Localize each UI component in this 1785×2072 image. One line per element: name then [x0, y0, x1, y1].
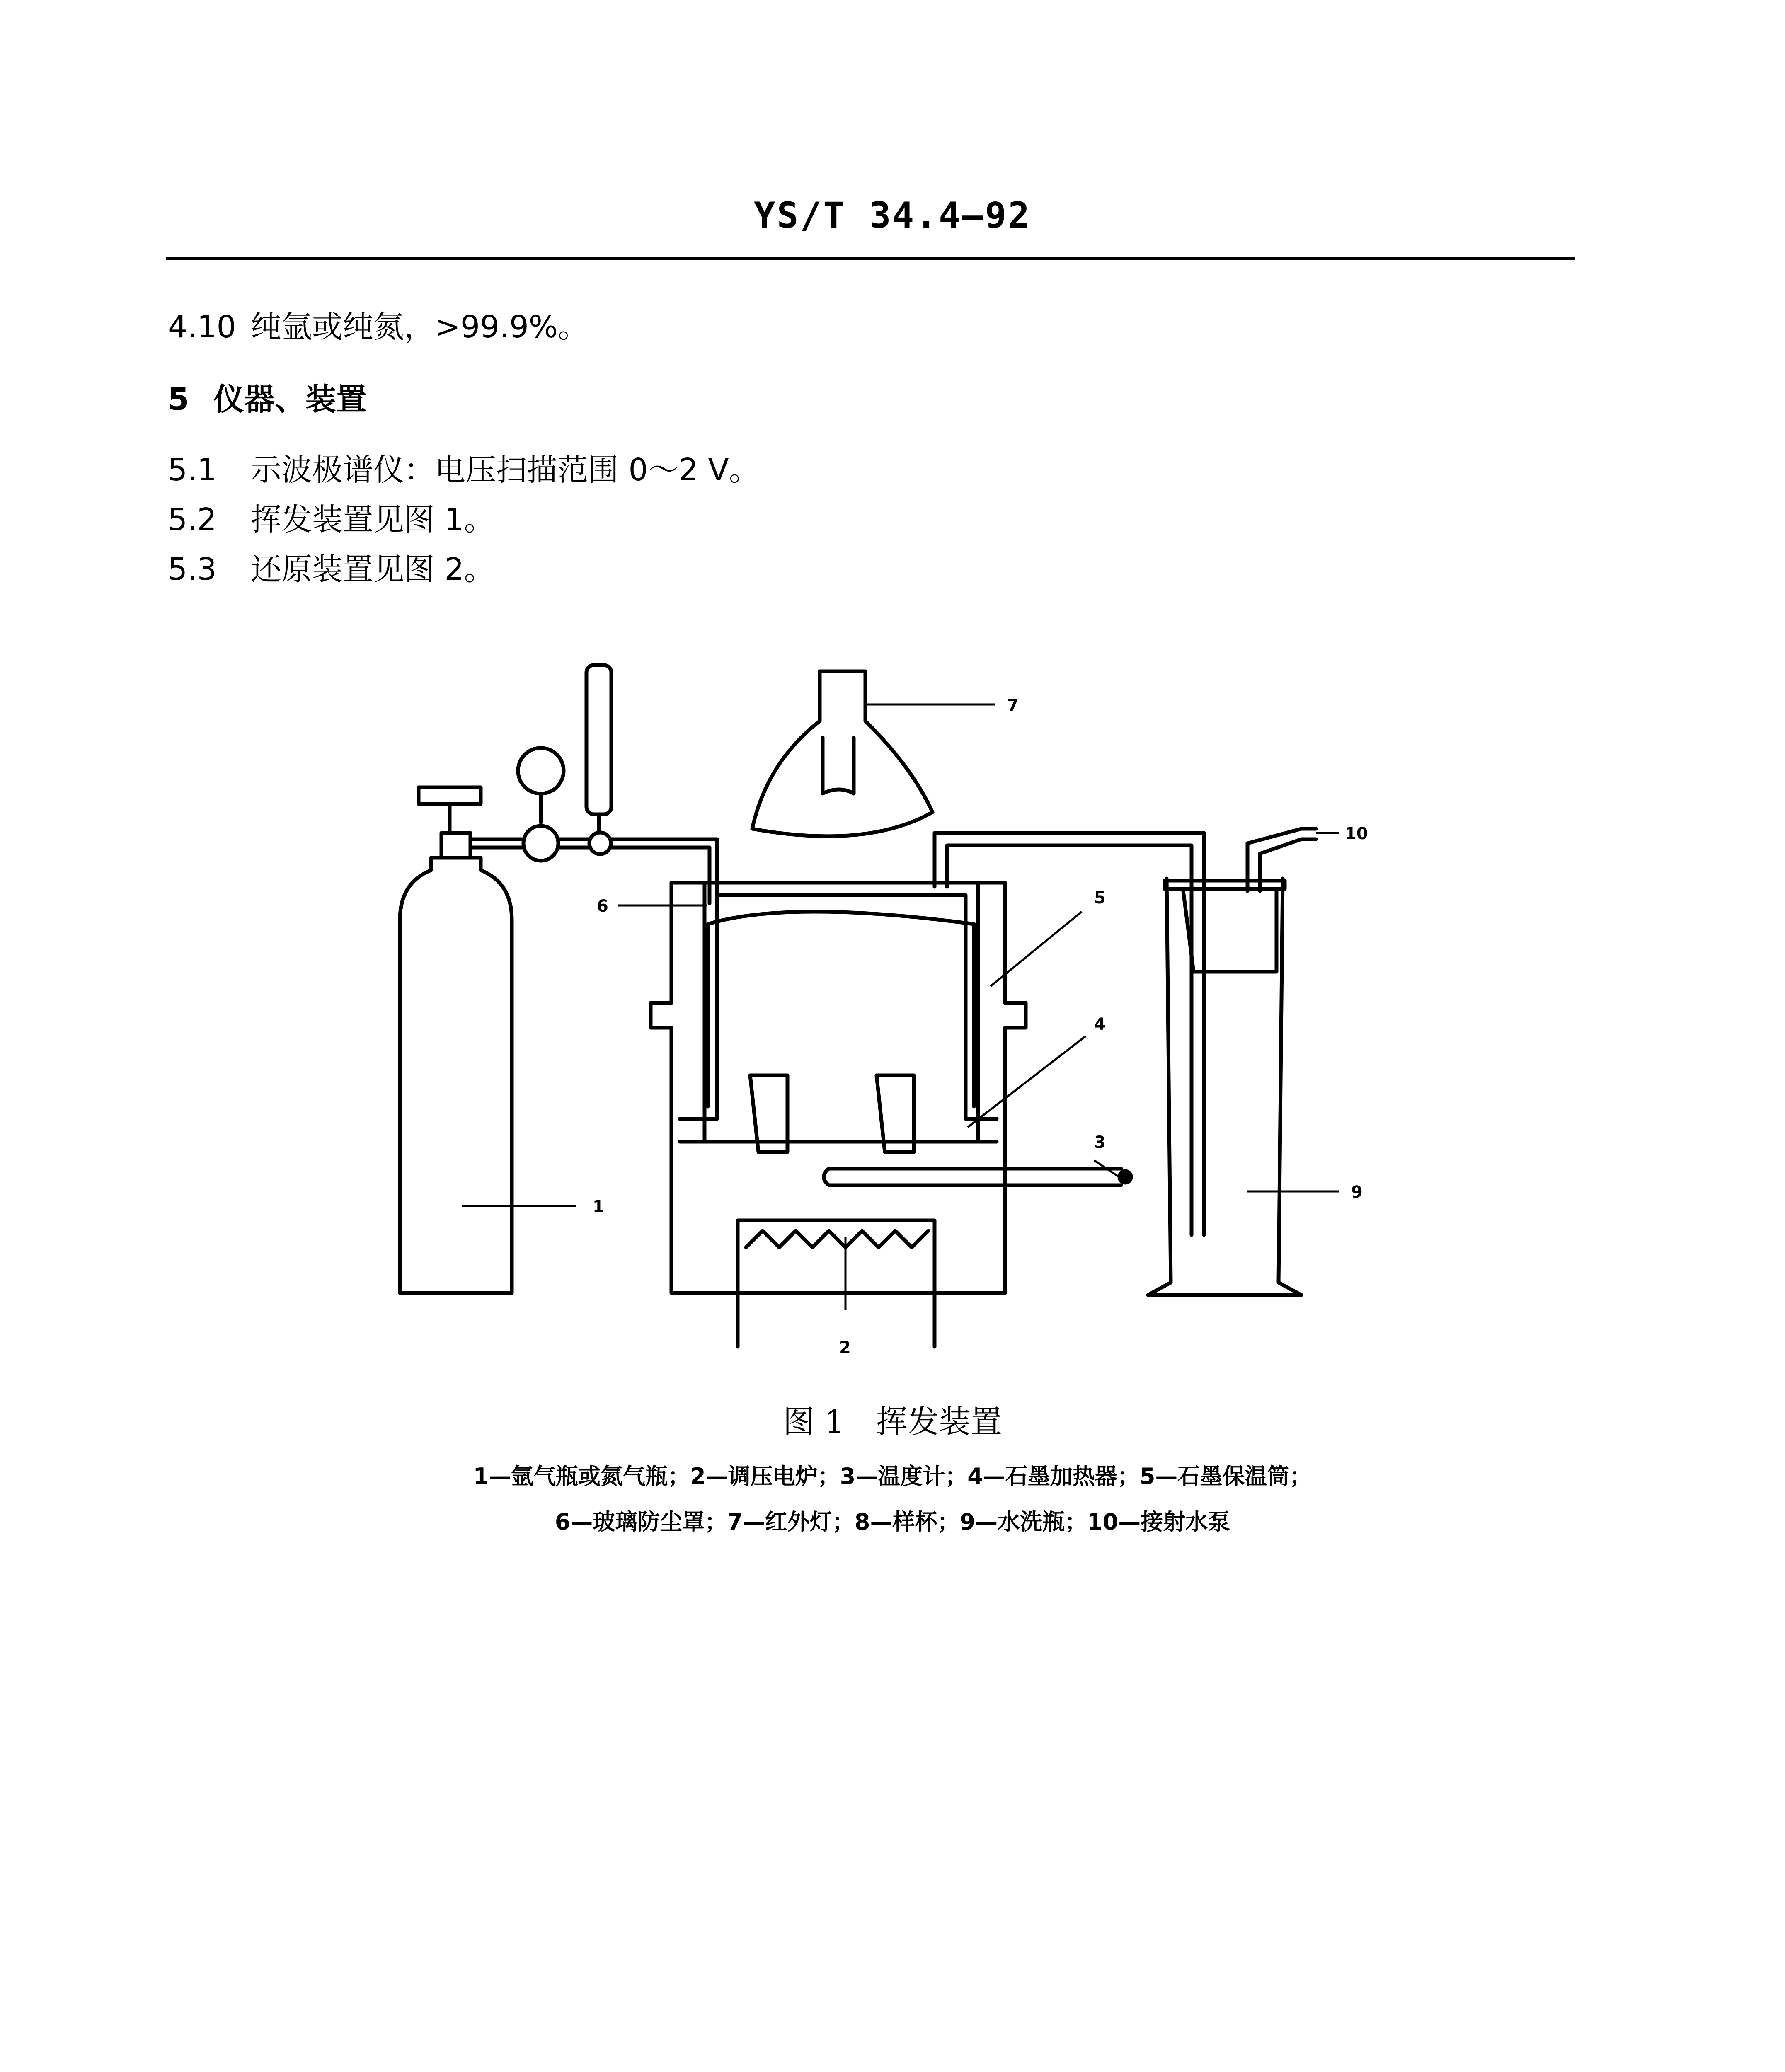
label-5: 5 [1094, 888, 1106, 908]
clause-number: 5.3 [168, 552, 217, 587]
label-7: 7 [1007, 696, 1019, 715]
clause-text: 挥发装置见图 1。 [251, 502, 495, 537]
figure-legend-line-1: 1—氩气瓶或氮气瓶；2—调压电炉；3—温度计；4—石墨加热器；5—石墨保温筒； [473, 1463, 1312, 1489]
infrared-lamp [752, 671, 932, 836]
clause-text: 示波极谱仪：电压扫描范围 0～2 V。 [251, 452, 760, 488]
clause-number: 5.1 [168, 452, 217, 488]
clause-text: 纯氩或纯氮，>99.9%。 [251, 309, 589, 345]
cylinder-handwheel [419, 787, 481, 804]
figure-caption: 图 1 挥发装置 [783, 1403, 1002, 1440]
label-9: 9 [1351, 1183, 1363, 1202]
label-6: 6 [597, 897, 608, 916]
section-title: 仪器、装置 [213, 382, 367, 417]
label-1: 1 [593, 1197, 604, 1216]
section-number: 5 [168, 382, 189, 417]
flow-meter [586, 665, 611, 814]
gas-cylinder [400, 858, 512, 1293]
thermometer [824, 1169, 1121, 1185]
clause-number: 4.10 [168, 309, 236, 345]
label-2: 2 [839, 1338, 851, 1357]
glass-dust-cover [708, 912, 974, 1106]
clause-number: 5.2 [168, 502, 217, 537]
bottle-stopper [1183, 891, 1276, 972]
clause-text: 还原装置见图 2。 [251, 552, 495, 587]
figure-legend-line-2: 6—玻璃防尘罩；7—红外灯；8—样杯；9—水洗瓶；10—接射水泵 [555, 1509, 1230, 1535]
label-3: 3 [1094, 1133, 1106, 1152]
label-10: 10 [1345, 824, 1368, 843]
pressure-gauge [518, 748, 564, 794]
regulator-valve [523, 826, 558, 861]
standard-number-header: YS/T 34.4—92 [753, 195, 1032, 236]
label-4: 4 [1094, 1015, 1106, 1034]
cylinder-valve-neck [441, 833, 470, 858]
